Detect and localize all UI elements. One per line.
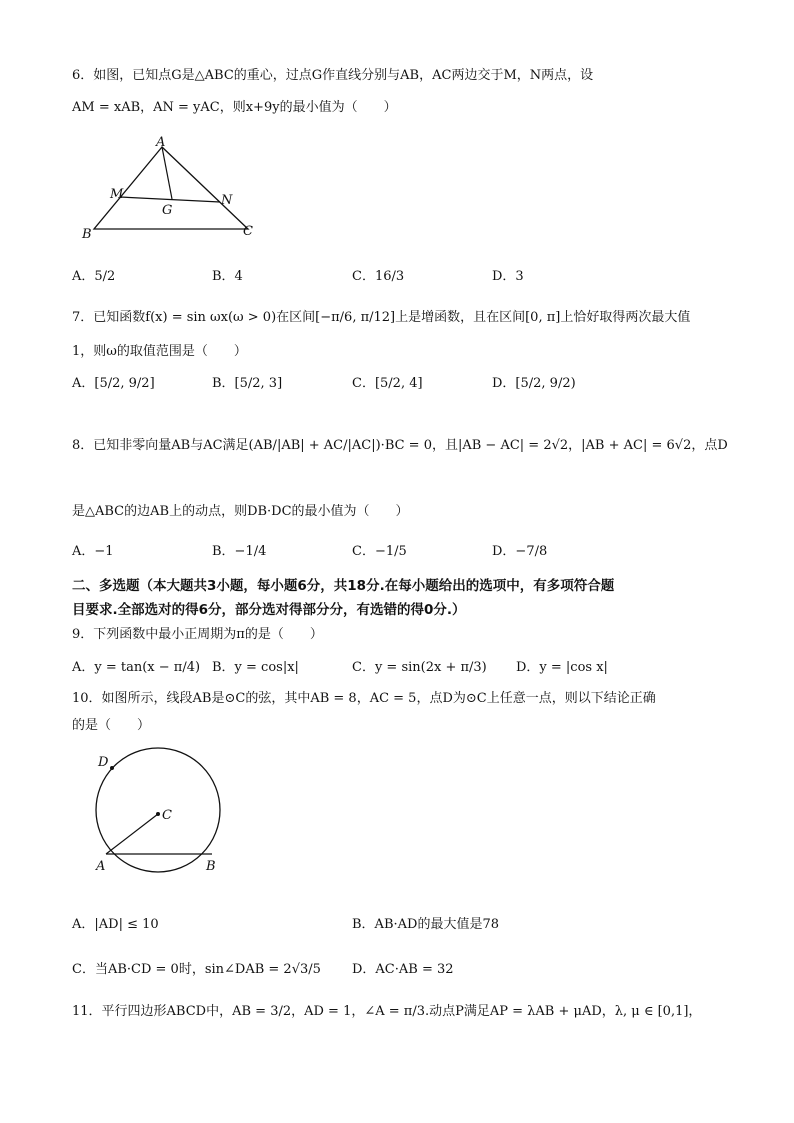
fig6-label-c: C <box>243 224 253 239</box>
fig6-label-m: M <box>110 187 124 202</box>
q10-option-b: B．AB·AD的最大值是78 <box>352 917 499 932</box>
circle-figure <box>84 742 244 880</box>
q8-line1: 8．已知非零向量AB与AC满足(AB/|AB| + AC/|AC|)·BC = 0，且|AB − AC| = 2√2，|AB + AC| = 6√2，点D <box>72 438 728 453</box>
fig10-label-b: B <box>206 859 216 874</box>
q9-option-a: A．y = tan(x − π/4) <box>72 660 201 675</box>
q8-option-a: A．−1 <box>72 544 114 559</box>
q10-line1: 10．如图所示，线段AB是⊙C的弦，其中AB = 8，AC = 5，点D为⊙C上任意一点，则以下结论正确 <box>72 691 656 706</box>
q6-option-a: A．5/2 <box>72 269 116 284</box>
q10-option-d: D．AC·AB = 32 <box>352 962 454 977</box>
q8-option-c: C．−1/5 <box>352 544 407 559</box>
q9-option-b: B．y = cos|x| <box>212 660 299 675</box>
fig6-label-g: G <box>162 203 173 218</box>
fig6-label-b: B <box>82 227 92 242</box>
fig10-label-a: A <box>96 859 106 874</box>
q11-line1: 11．平行四边形ABCD中，AB = 3/2，AD = 1，∠A = π/3.动点P满足AP = λAB + μAD，λ, μ ∈ [0,1]， <box>72 1004 702 1019</box>
q7-option-b: B．[5/2, 3] <box>212 376 283 391</box>
fig6-label-a: A <box>156 135 166 150</box>
q6-line2: AM = xAB，AN = yAC，则x+9y的最小值为（ ） <box>72 100 397 115</box>
fig10-label-c: C <box>162 808 172 823</box>
q10-option-c: C．当AB·CD = 0时，sin∠DAB = 2√3/5 <box>72 962 321 977</box>
q7-line1: 7．已知函数f(x) = sin ωx(ω > 0)在区间[−π/6, π/12]上是增函数，且在区间[0, π]上恰好取得两次最大值 <box>72 310 691 325</box>
q6-option-d: D．3 <box>492 269 524 284</box>
section2-heading-line1: 二、多选题（本大题共3小题，每小题6分，共18分.在每小题给出的选项中，有多项符合题 <box>72 578 615 594</box>
section2-heading-line2: 目要求.全部选对的得6分，部分选对得部分分，有选错的得0分.） <box>72 602 466 618</box>
q10-line2: 的是（ ） <box>72 718 151 733</box>
q6-option-c: C．16/3 <box>352 269 405 284</box>
q8-option-d: D．−7/8 <box>492 544 548 559</box>
q9-option-d: D．y = |cos x| <box>516 660 608 675</box>
q8-option-b: B．−1/4 <box>212 544 267 559</box>
fig10-label-d: D <box>98 755 109 770</box>
triangle-figure <box>80 132 270 244</box>
q7-option-a: A．[5/2, 9/2] <box>72 376 155 391</box>
q10-option-a: A．|AD| ≤ 10 <box>72 917 159 932</box>
q8-line2: 是△ABC的边AB上的动点，则DB·DC的最小值为（ ） <box>72 504 409 519</box>
q7-option-d: D．[5/2, 9/2) <box>492 376 576 391</box>
q6-option-b: B．4 <box>212 269 243 284</box>
q9-option-c: C．y = sin(2x + π/3) <box>352 660 487 675</box>
q6-line1: 6．如图，已知点G是△ABC的重心，过点G作直线分别与AB，AC两边交于M，N两点，设 <box>72 68 594 83</box>
q7-line2: 1，则ω的取值范围是（ ） <box>72 344 247 359</box>
q7-option-c: C．[5/2, 4] <box>352 376 423 391</box>
q9-line1: 9．下列函数中最小正周期为π的是（ ） <box>72 627 323 642</box>
fig6-label-n: N <box>221 193 233 208</box>
